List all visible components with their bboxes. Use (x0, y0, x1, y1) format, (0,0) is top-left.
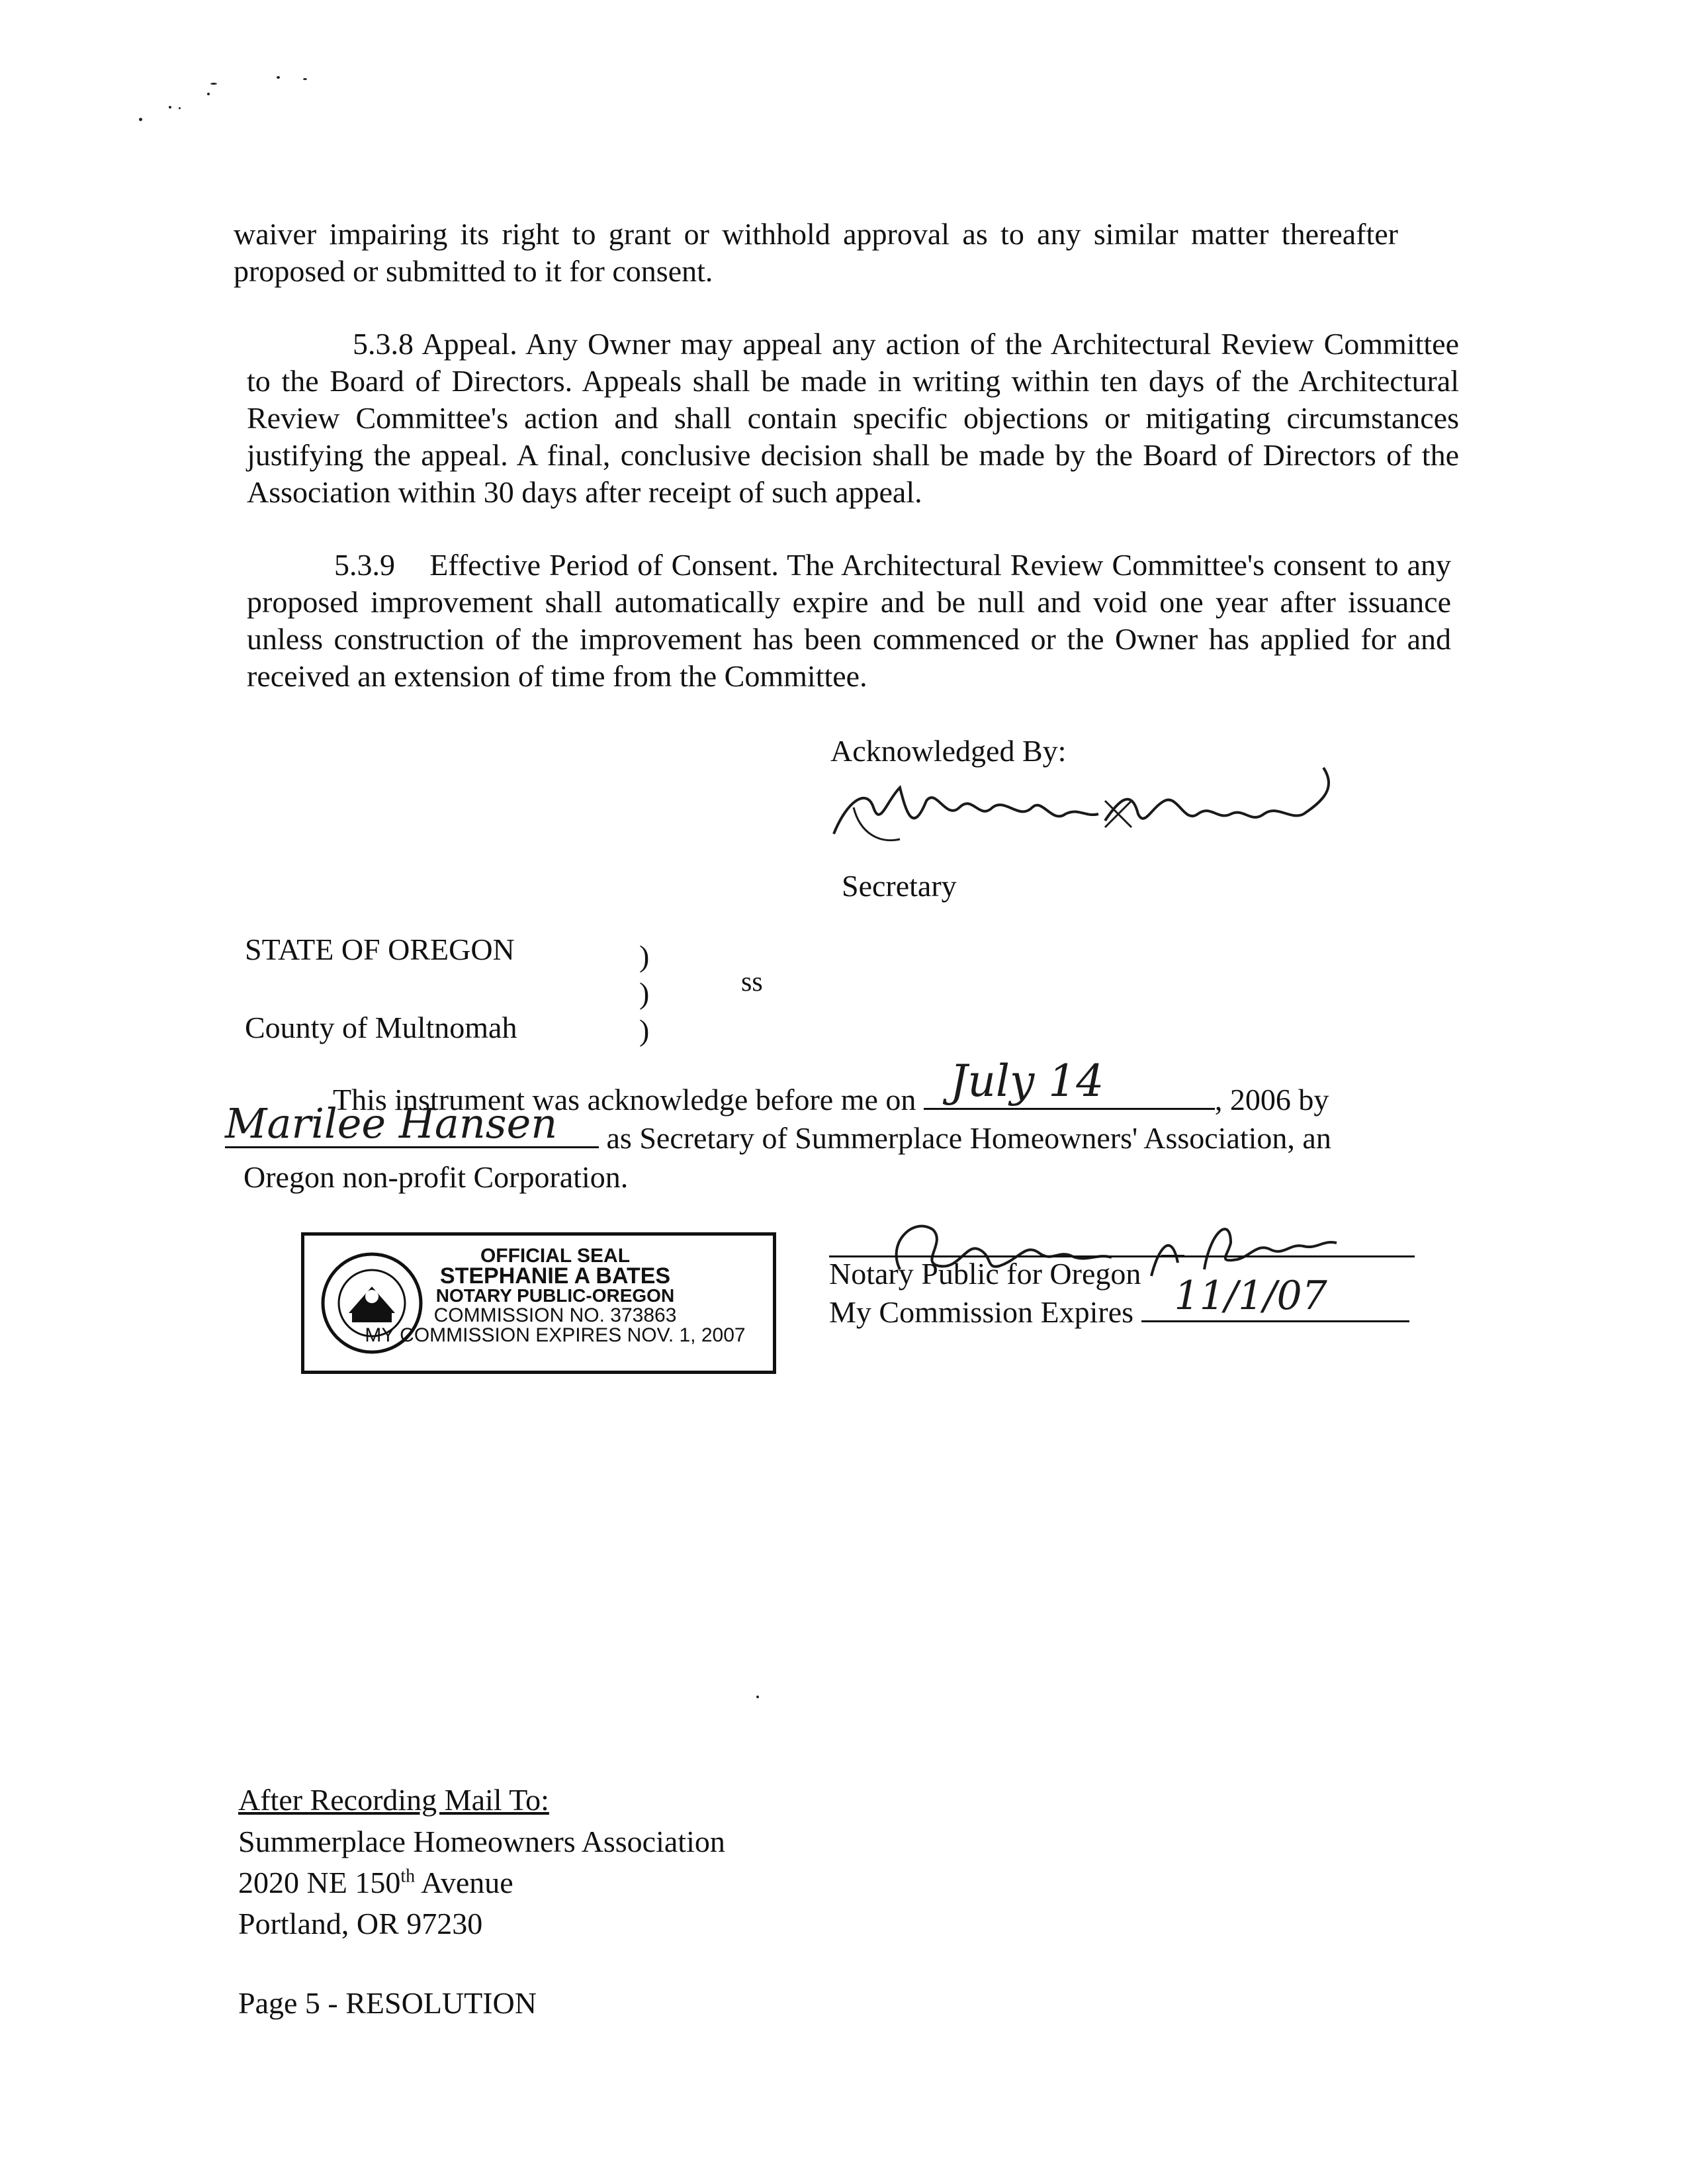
mailing-heading: After Recording Mail To: (238, 1783, 549, 1817)
county-label: County of Multnomah (245, 1011, 517, 1044)
name-blank (225, 1099, 599, 1148)
state-label: STATE OF OREGON (245, 933, 515, 966)
mailing-line2-rest: Avenue (415, 1866, 513, 1899)
seal-line-official: OFFICIAL SEAL (480, 1245, 631, 1267)
date-handwritten: July 14 (950, 1056, 1104, 1107)
appeal-paragraph: 5.3.8 Appeal. Any Owner may appeal any action of the Architectural Review Committee to the Board of Directors. Appeals shall be made in writing within ten days of the Architectural Review Committee's action and shall contain specific objections or mitigating circumstances justifying the appeal. A final, conclusive decision shall be made by the Board of Directors of the Association within 30 days after receipt of such appeal. (247, 327, 1467, 509)
notary-statement-line3: Oregon non-profit Corporation. (244, 1160, 629, 1194)
scan-speck (277, 76, 280, 79)
mailing-line2-number: 2020 NE 150 (238, 1866, 401, 1899)
waiver-paragraph: waiver impairing its right to grant or withhold approval as to any similar matter thereafter proposed or submitted to it for consent. (234, 217, 1398, 288)
mailing-line2-sup: th (400, 1866, 416, 1887)
scan-speck (179, 107, 181, 109)
acknowledged-by-label: Acknowledged By: (830, 734, 1067, 768)
scan-speck (207, 93, 210, 95)
expires-blank (1141, 1273, 1409, 1322)
page-footer: Page 5 - RESOLUTION (238, 1986, 537, 2020)
scan-speck (756, 1696, 759, 1698)
scan-speck (210, 83, 217, 85)
notary-statement-part1: This instrument was acknowledge before me on (333, 1083, 916, 1116)
expires-handwritten: 11/1/07 (1174, 1273, 1327, 1319)
mailing-line2 (238, 1865, 513, 1900)
seal-line-notary: NOTARY PUBLIC-OREGON (435, 1285, 675, 1306)
official-seal-stamp (301, 1232, 776, 1374)
scan-speck (139, 118, 142, 121)
seal-line-expires: MY COMMISSION EXPIRES NOV. 1, 2007 (365, 1324, 746, 1346)
mailing-line1: Summerplace Homeowners Association (238, 1825, 725, 1858)
seal-line-name: STEPHANIE A BATES (439, 1263, 671, 1289)
venue-paren-2: ) (639, 976, 650, 1010)
commission-expires-label: My Commission Expires (829, 1295, 1134, 1329)
scan-speck (169, 106, 171, 109)
name-handwritten: Marilee Hansen (225, 1099, 558, 1148)
date-blank (924, 1056, 1215, 1110)
secretary-title: Secretary (842, 869, 957, 903)
notary-public-label: Notary Public for Oregon (829, 1257, 1141, 1291)
scan-speck (303, 78, 307, 80)
venue-paren-1: ) (639, 939, 650, 973)
secretary-signature (820, 761, 1350, 860)
seal-text (344, 1246, 766, 1345)
secretary-signature-graphic (820, 761, 1350, 860)
venue-paren-3: ) (639, 1013, 650, 1047)
ss-label: ss (741, 967, 763, 997)
mailing-line3: Portland, OR 97230 (238, 1907, 483, 1940)
notary-statement-part3: as Secretary of Summerplace Homeowners' Association, an (606, 1121, 1331, 1155)
effective-period-paragraph: 5.3.9 Effective Period of Consent. The Architectural Review Committee's consent to any proposed improvement shall automatically expire and be null and void one year after issuance unless construction of the improvement has been commenced or the Owner has applied for and received an extension of time from the Committee. (247, 548, 1459, 693)
notary-statement-part2: , 2006 by (1214, 1083, 1329, 1116)
seal-line-commission: COMMISSION NO. 373863 (433, 1304, 677, 1326)
